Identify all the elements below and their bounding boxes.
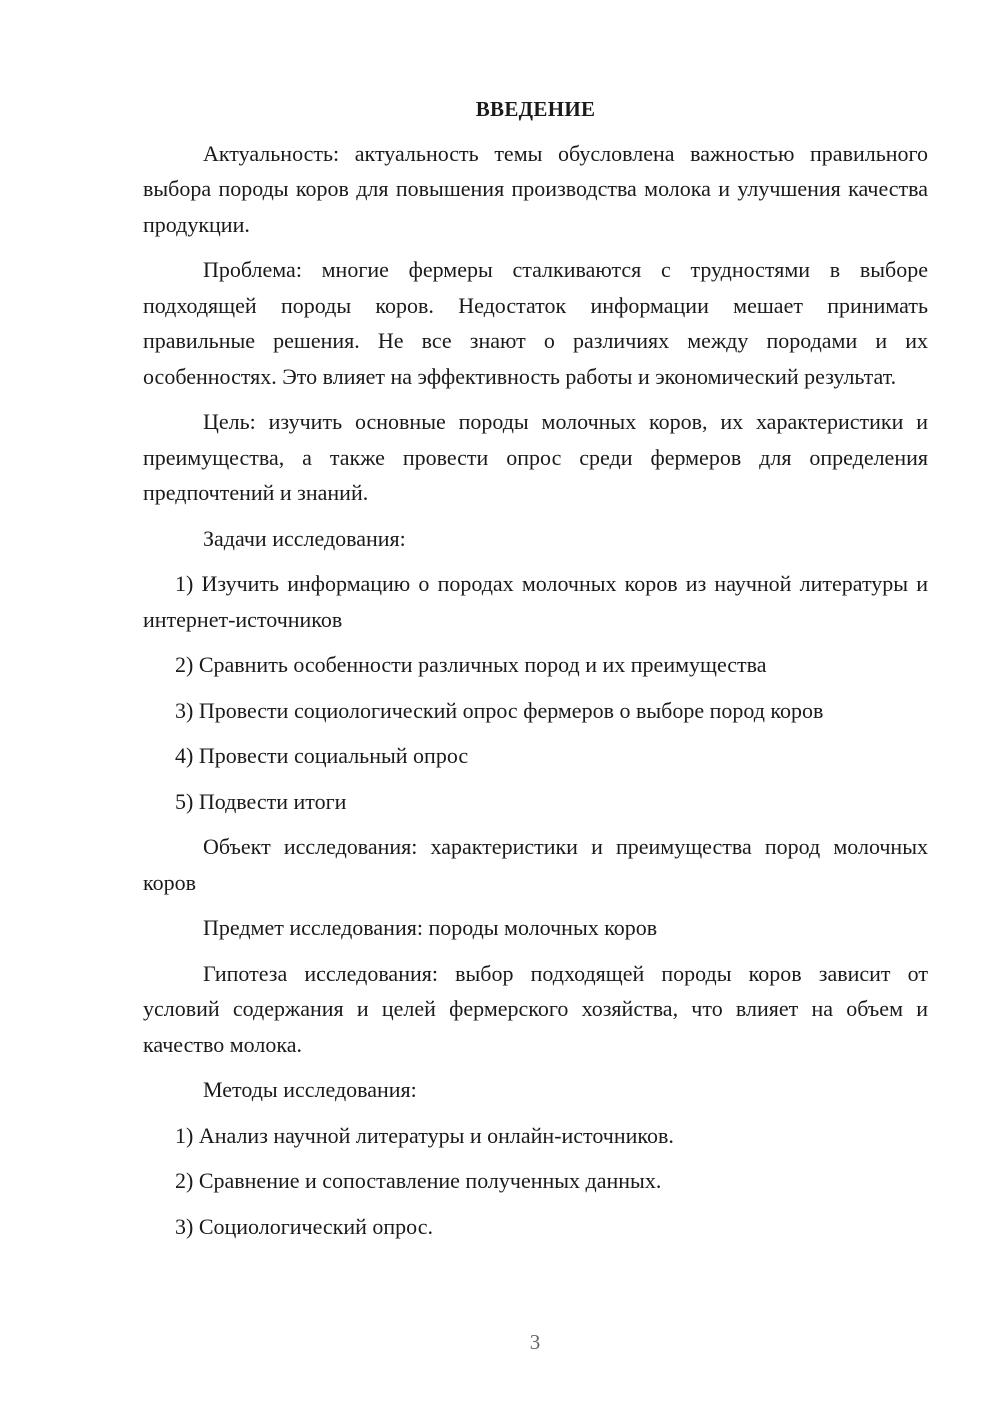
- paragraph-problem: Проблема: многие фермеры сталкиваются с трудностями в выборе подходящей породы коров. Недостаток информации мешает принимать правильные решения. Не все знают о различиях между породами и их особенностях. Это влияет на эффективность работы и экономический результат.: [143, 257, 928, 389]
- task-item-4: 4) Провести социальный опрос: [175, 743, 469, 768]
- page-content: [143, 92, 928, 1254]
- tasks-heading: Задачи исследования:: [203, 525, 406, 551]
- paragraph-object: Объект исследования: характеристики и преимущества пород молочных коров: [143, 834, 928, 895]
- paragraph-subject: Предмет исследования: породы молочных коров: [203, 915, 658, 940]
- page-title: ВВЕДЕНИЕ: [475, 97, 596, 121]
- method-item-3: 3) Социологический опрос.: [175, 1213, 433, 1239]
- method-item-2: 2) Сравнение и сопоставление полученных данных.: [175, 1168, 662, 1193]
- paragraph-hypothesis: Гипотеза исследования: выбор подходящей породы коров зависит от условий содержания и целей фермерского хозяйства, что влияет на объем и качество молока.: [143, 960, 928, 1057]
- task-item-3: 3) Провести социологический опрос фермеров о выборе пород коров: [175, 697, 824, 723]
- task-item-5: 5) Подвести итоги: [175, 788, 347, 814]
- paragraph-relevance: Актуальность: актуальность темы обусловлена важностью правильного выбора породы коров для повышения производства молока и улучшения качества продукции.: [143, 140, 928, 237]
- methods-heading: Методы исследования:: [203, 1077, 417, 1102]
- page-number: 3: [529, 1330, 541, 1354]
- method-item-1: 1) Анализ научной литературы и онлайн-источников.: [175, 1122, 674, 1148]
- task-item-1: 1) Изучить информацию о породах молочных коров из научной литературы и интернет-источников: [143, 571, 928, 632]
- task-item-2: 2) Сравнить особенности различных пород и их преимущества: [175, 652, 767, 677]
- paragraph-goal: Цель: изучить основные породы молочных коров, их характеристики и преимущества, а также провести опрос среди фермеров для определения предпочтений и знаний.: [143, 409, 928, 505]
